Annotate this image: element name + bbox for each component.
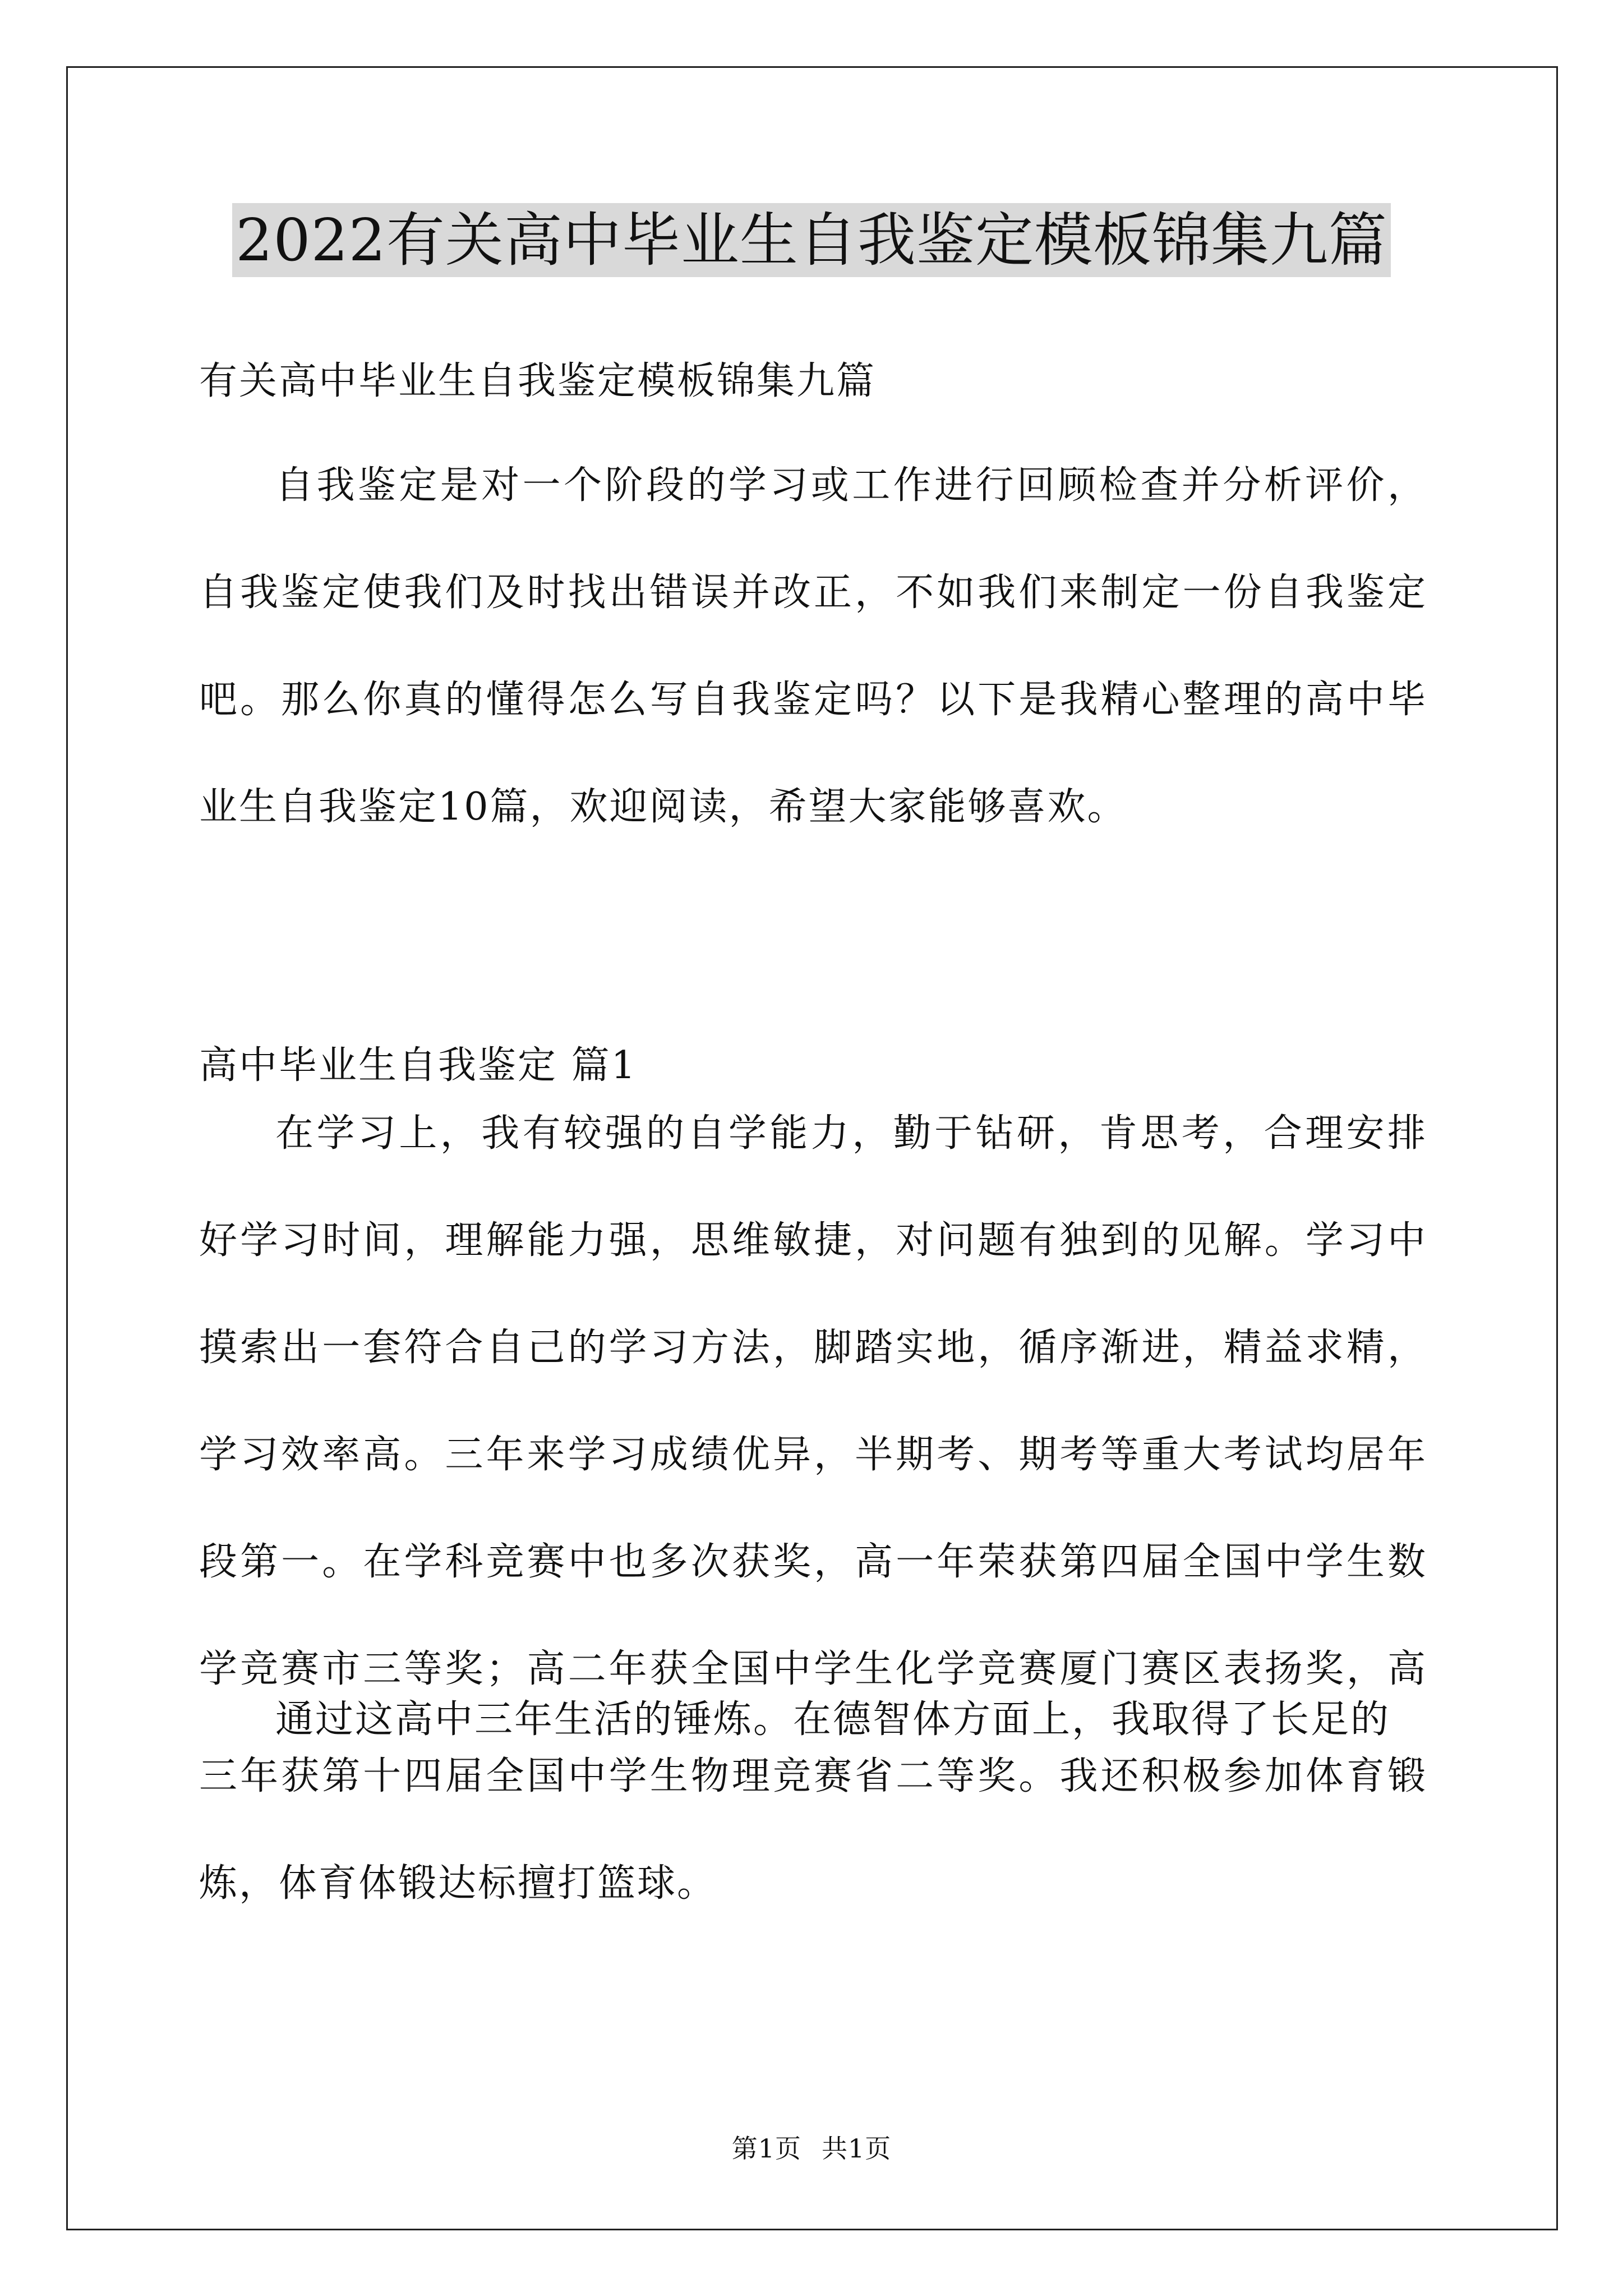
section-heading: 高中毕业生自我鉴定 篇1 — [199, 1043, 637, 1088]
title-container — [0, 203, 1623, 277]
document-title: 2022有关高中毕业生自我鉴定模板锦集九篇 — [232, 203, 1391, 277]
page-number: 第1页 — [731, 2133, 801, 2164]
page-footer — [0, 2132, 1623, 2165]
page-total: 共1页 — [822, 2133, 892, 2164]
body-paragraph-1: 在学习上，我有较强的自学能力，勤于钻研，肯思考，合理安排好学习时间，理解能力强，思维敏捷，对问题有独到的见解。学习中摸索出一套符合自己的学习方法，脚踏实地，循序渐进，精益求精，学习效率高。三年来学习成绩优异，半期考、期考等重大考试均居年段第一。在学科竞赛中也多次获奖，高一年荣获第四届全国中学生数学竞赛市三等奖；高二年获全国中学生化学竞赛厦门赛区表扬奖，高三年获第十四届全国中学生物理竞赛省二等奖。我还积极参加体育锻炼，体育体锻达标擅打篮球。 — [199, 1111, 1427, 1906]
document-subtitle: 有关高中毕业生自我鉴定模板锦集九篇 — [199, 359, 877, 403]
intro-paragraph: 自我鉴定是对一个阶段的学习或工作进行回顾检查并分析评价，自我鉴定使我们及时找出错误并改正，不如我们来制定一份自我鉴定吧。那么你真的懂得怎么写自我鉴定吗？以下是我精心整理的高中毕业生自我鉴定10篇，欢迎阅读，希望大家能够喜欢。 — [199, 463, 1427, 829]
body-paragraph-2: 通过这高中三年生活的锤炼。在德智体方面上，我取得了长足的 — [275, 1697, 1391, 1742]
